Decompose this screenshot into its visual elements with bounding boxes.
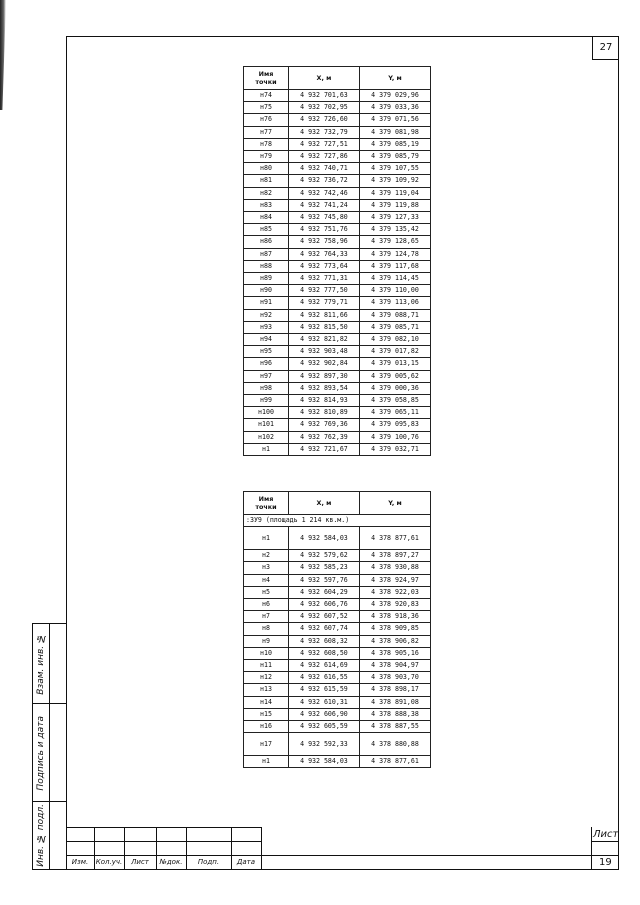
coordinates-table-2	[243, 491, 431, 768]
point-name-cell: н17	[244, 733, 289, 756]
table-row	[244, 321, 431, 333]
table-row	[244, 260, 431, 272]
x-coordinate-cell: 4 932 773,64	[288, 260, 359, 272]
y-coordinate-cell: 4 379 032,71	[359, 443, 430, 455]
point-name-cell: н79	[244, 151, 289, 163]
point-name-cell: н100	[244, 407, 289, 419]
x-coordinate-cell: 4 932 615,59	[288, 684, 359, 696]
y-coordinate-cell: 4 379 017,82	[359, 346, 430, 358]
x-coordinate-cell: 4 932 579,62	[288, 550, 359, 562]
header-x: X, м	[288, 67, 359, 90]
table-row	[244, 660, 431, 672]
col-label-date: Дата	[236, 858, 256, 866]
x-coordinate-cell: 4 932 811,66	[288, 309, 359, 321]
x-coordinate-cell: 4 932 614,69	[288, 660, 359, 672]
x-coordinate-cell: 4 932 592,33	[288, 733, 359, 756]
col-label-sheet: Лист	[131, 858, 149, 866]
table-row	[244, 248, 431, 260]
table-row	[244, 236, 431, 248]
table-row	[244, 212, 431, 224]
table-row	[244, 224, 431, 236]
y-coordinate-cell: 4 379 110,00	[359, 285, 430, 297]
point-name-cell: н92	[244, 309, 289, 321]
x-coordinate-cell: 4 932 764,33	[288, 248, 359, 260]
header-y: Y, м	[359, 67, 430, 90]
y-coordinate-cell: 4 378 909,85	[359, 623, 430, 635]
table-row	[244, 721, 431, 733]
table-row	[244, 708, 431, 720]
x-coordinate-cell: 4 932 815,50	[288, 321, 359, 333]
y-coordinate-cell: 4 379 082,10	[359, 334, 430, 346]
y-coordinate-cell: 4 379 081,98	[359, 126, 430, 138]
title-block-line	[591, 827, 592, 870]
point-name-cell: н101	[244, 419, 289, 431]
y-coordinate-cell: 4 379 085,19	[359, 138, 430, 150]
y-coordinate-cell: 4 378 920,83	[359, 599, 430, 611]
x-coordinate-cell: 4 932 597,76	[288, 574, 359, 586]
y-coordinate-cell: 4 379 117,68	[359, 260, 430, 272]
table-row	[244, 126, 431, 138]
x-coordinate-cell: 4 932 607,52	[288, 611, 359, 623]
point-name-cell: н7	[244, 611, 289, 623]
table-row	[244, 187, 431, 199]
x-coordinate-cell: 4 932 585,23	[288, 562, 359, 574]
point-name-cell: н77	[244, 126, 289, 138]
point-name-cell: н78	[244, 138, 289, 150]
page-number-text: 27	[599, 42, 613, 53]
x-coordinate-cell: 4 932 758,96	[288, 236, 359, 248]
header-x: X, м	[288, 492, 359, 515]
point-name-cell: н84	[244, 212, 289, 224]
y-coordinate-cell: 4 379 033,36	[359, 102, 430, 114]
point-name-cell: н90	[244, 285, 289, 297]
y-coordinate-cell: 4 379 071,56	[359, 114, 430, 126]
x-coordinate-cell: 4 932 606,76	[288, 599, 359, 611]
point-name-cell: н12	[244, 672, 289, 684]
coordinates-table-1-body	[244, 90, 431, 456]
col-label-doc-number: №док.	[159, 858, 183, 866]
point-name-cell: н87	[244, 248, 289, 260]
x-coordinate-cell: 4 932 810,89	[288, 407, 359, 419]
x-coordinate-cell: 4 932 821,82	[288, 334, 359, 346]
y-coordinate-cell: 4 379 109,92	[359, 175, 430, 187]
sheet-number-value: 19	[599, 857, 612, 868]
point-name-cell: н1	[244, 527, 289, 550]
table-row	[244, 611, 431, 623]
table-row	[244, 382, 431, 394]
table-row	[244, 586, 431, 598]
point-name-cell: н96	[244, 358, 289, 370]
x-coordinate-cell: 4 932 762,39	[288, 431, 359, 443]
point-name-cell: н11	[244, 660, 289, 672]
table-row	[244, 163, 431, 175]
table-row	[244, 562, 431, 574]
y-coordinate-cell: 4 379 127,33	[359, 212, 430, 224]
x-coordinate-cell: 4 932 897,30	[288, 370, 359, 382]
side-stamp	[32, 623, 66, 870]
y-coordinate-cell: 4 378 877,61	[359, 756, 430, 768]
x-coordinate-cell: 4 932 721,67	[288, 443, 359, 455]
title-block	[66, 827, 619, 870]
x-coordinate-cell: 4 932 903,48	[288, 346, 359, 358]
header-y: Y, м	[359, 492, 430, 515]
y-coordinate-cell: 4 379 000,36	[359, 382, 430, 394]
point-name-cell: н15	[244, 708, 289, 720]
y-coordinate-cell: 4 379 088,71	[359, 309, 430, 321]
table-row	[244, 635, 431, 647]
side-stamp-label-replace-inv: Взам. инв. №	[36, 633, 46, 695]
sheet-label: Лист	[593, 829, 619, 840]
header-point-name: Имя точки	[244, 67, 289, 90]
table-row	[244, 309, 431, 321]
x-coordinate-cell: 4 932 727,51	[288, 138, 359, 150]
point-name-cell: н75	[244, 102, 289, 114]
point-name-cell: н8	[244, 623, 289, 635]
y-coordinate-cell: 4 379 085,79	[359, 151, 430, 163]
point-name-cell: н81	[244, 175, 289, 187]
table-row	[244, 443, 431, 455]
point-name-cell: н88	[244, 260, 289, 272]
table-row	[244, 395, 431, 407]
x-coordinate-cell: 4 932 771,31	[288, 273, 359, 285]
x-coordinate-cell: 4 932 584,03	[288, 756, 359, 768]
y-coordinate-cell: 4 378 891,08	[359, 696, 430, 708]
point-name-cell: н4	[244, 574, 289, 586]
point-name-cell: н76	[244, 114, 289, 126]
point-name-cell: н99	[244, 395, 289, 407]
col-label-signature: Подп.	[197, 858, 220, 866]
table-row	[244, 151, 431, 163]
side-stamp-label-signature-date: Подпись и дата	[36, 715, 46, 791]
y-coordinate-cell: 4 379 029,96	[359, 90, 430, 102]
table-row	[244, 599, 431, 611]
table-row	[244, 733, 431, 756]
point-name-cell: н2	[244, 550, 289, 562]
point-name-cell: н13	[244, 684, 289, 696]
x-coordinate-cell: 4 932 608,50	[288, 647, 359, 659]
table-row	[244, 346, 431, 358]
x-coordinate-cell: 4 932 777,50	[288, 285, 359, 297]
table-row	[244, 114, 431, 126]
point-name-cell: н9	[244, 635, 289, 647]
title-block-line	[591, 841, 619, 842]
table-row	[244, 199, 431, 211]
y-coordinate-cell: 4 378 903,70	[359, 672, 430, 684]
point-name-cell: н86	[244, 236, 289, 248]
y-coordinate-cell: 4 379 113,06	[359, 297, 430, 309]
table-row	[244, 756, 431, 768]
title-block-line	[261, 827, 262, 870]
table-row	[244, 623, 431, 635]
table-row	[244, 297, 431, 309]
point-name-cell: н93	[244, 321, 289, 333]
point-name-cell: н85	[244, 224, 289, 236]
table-row	[244, 419, 431, 431]
y-coordinate-cell: 4 378 906,82	[359, 635, 430, 647]
x-coordinate-cell: 4 932 902,84	[288, 358, 359, 370]
table-row	[244, 647, 431, 659]
y-coordinate-cell: 4 379 124,78	[359, 248, 430, 260]
x-coordinate-cell: 4 932 741,24	[288, 199, 359, 211]
table-row	[244, 407, 431, 419]
y-coordinate-cell: 4 379 085,71	[359, 321, 430, 333]
point-name-cell: н16	[244, 721, 289, 733]
table-row	[244, 684, 431, 696]
y-coordinate-cell: 4 379 095,83	[359, 419, 430, 431]
point-name-cell: н14	[244, 696, 289, 708]
point-name-cell: н95	[244, 346, 289, 358]
x-coordinate-cell: 4 932 779,71	[288, 297, 359, 309]
y-coordinate-cell: 4 379 005,62	[359, 370, 430, 382]
table-header-row	[244, 492, 431, 515]
page-number	[592, 36, 619, 60]
point-name-cell: н82	[244, 187, 289, 199]
table-row	[244, 370, 431, 382]
table-row	[244, 175, 431, 187]
x-coordinate-cell: 4 932 740,71	[288, 163, 359, 175]
y-coordinate-cell: 4 379 100,76	[359, 431, 430, 443]
table-row	[244, 358, 431, 370]
point-name-cell: н3	[244, 562, 289, 574]
x-coordinate-cell: 4 932 742,46	[288, 187, 359, 199]
col-label-change: Изм.	[71, 858, 89, 866]
section-row	[244, 515, 431, 527]
binding-edge-mark	[0, 0, 6, 110]
x-coordinate-cell: 4 932 604,29	[288, 586, 359, 598]
point-name-cell: н94	[244, 334, 289, 346]
point-name-cell: н97	[244, 370, 289, 382]
y-coordinate-cell: 4 378 887,55	[359, 721, 430, 733]
y-coordinate-cell: 4 378 924,97	[359, 574, 430, 586]
table-row	[244, 696, 431, 708]
x-coordinate-cell: 4 932 702,95	[288, 102, 359, 114]
table-row	[244, 90, 431, 102]
table-row	[244, 672, 431, 684]
y-coordinate-cell: 4 378 904,97	[359, 660, 430, 672]
x-coordinate-cell: 4 932 769,36	[288, 419, 359, 431]
table-row	[244, 334, 431, 346]
x-coordinate-cell: 4 932 607,74	[288, 623, 359, 635]
x-coordinate-cell: 4 932 701,63	[288, 90, 359, 102]
point-name-cell: н5	[244, 586, 289, 598]
x-coordinate-cell: 4 932 814,93	[288, 395, 359, 407]
table-row	[244, 102, 431, 114]
y-coordinate-cell: 4 379 058,85	[359, 395, 430, 407]
x-coordinate-cell: 4 932 745,80	[288, 212, 359, 224]
y-coordinate-cell: 4 378 877,61	[359, 527, 430, 550]
table-row	[244, 550, 431, 562]
x-coordinate-cell: 4 932 893,54	[288, 382, 359, 394]
y-coordinate-cell: 4 378 918,36	[359, 611, 430, 623]
y-coordinate-cell: 4 379 114,45	[359, 273, 430, 285]
point-name-cell: н1	[244, 756, 289, 768]
y-coordinate-cell: 4 379 119,04	[359, 187, 430, 199]
table-row	[244, 431, 431, 443]
table-row	[244, 527, 431, 550]
point-name-cell: н74	[244, 90, 289, 102]
coordinates-table-2-body	[244, 515, 431, 768]
coordinates-table-1	[243, 66, 431, 456]
y-coordinate-cell: 4 378 880,88	[359, 733, 430, 756]
y-coordinate-cell: 4 378 898,17	[359, 684, 430, 696]
x-coordinate-cell: 4 932 727,86	[288, 151, 359, 163]
x-coordinate-cell: 4 932 608,32	[288, 635, 359, 647]
side-stamp-label-inv-original: Инв. № подл.	[36, 804, 46, 867]
point-name-cell: н80	[244, 163, 289, 175]
y-coordinate-cell: 4 379 065,11	[359, 407, 430, 419]
x-coordinate-cell: 4 932 610,31	[288, 696, 359, 708]
y-coordinate-cell: 4 379 128,65	[359, 236, 430, 248]
point-name-cell: н91	[244, 297, 289, 309]
table-header-row	[244, 67, 431, 90]
x-coordinate-cell: 4 932 736,72	[288, 175, 359, 187]
header-point-name: Имя точки	[244, 492, 289, 515]
y-coordinate-cell: 4 378 922,03	[359, 586, 430, 598]
y-coordinate-cell: 4 378 897,27	[359, 550, 430, 562]
table-row	[244, 574, 431, 586]
point-name-cell: н1	[244, 443, 289, 455]
section-title: :ЗУ9 (площадь 1 214 кв.м.)	[244, 515, 431, 527]
y-coordinate-cell: 4 379 013,15	[359, 358, 430, 370]
x-coordinate-cell: 4 932 605,59	[288, 721, 359, 733]
y-coordinate-cell: 4 379 119,88	[359, 199, 430, 211]
x-coordinate-cell: 4 932 584,03	[288, 527, 359, 550]
point-name-cell: н98	[244, 382, 289, 394]
table-row	[244, 138, 431, 150]
point-name-cell: н83	[244, 199, 289, 211]
y-coordinate-cell: 4 378 905,16	[359, 647, 430, 659]
y-coordinate-cell: 4 379 135,42	[359, 224, 430, 236]
x-coordinate-cell: 4 932 751,76	[288, 224, 359, 236]
x-coordinate-cell: 4 932 616,55	[288, 672, 359, 684]
y-coordinate-cell: 4 378 930,88	[359, 562, 430, 574]
y-coordinate-cell: 4 378 888,38	[359, 708, 430, 720]
x-coordinate-cell: 4 932 606,90	[288, 708, 359, 720]
col-label-count: Кол.уч.	[95, 858, 123, 866]
x-coordinate-cell: 4 932 732,79	[288, 126, 359, 138]
point-name-cell: н10	[244, 647, 289, 659]
y-coordinate-cell: 4 379 107,55	[359, 163, 430, 175]
point-name-cell: н89	[244, 273, 289, 285]
title-block-line	[66, 855, 619, 856]
point-name-cell: н102	[244, 431, 289, 443]
x-coordinate-cell: 4 932 726,60	[288, 114, 359, 126]
point-name-cell: н6	[244, 599, 289, 611]
table-row	[244, 285, 431, 297]
table-row	[244, 273, 431, 285]
